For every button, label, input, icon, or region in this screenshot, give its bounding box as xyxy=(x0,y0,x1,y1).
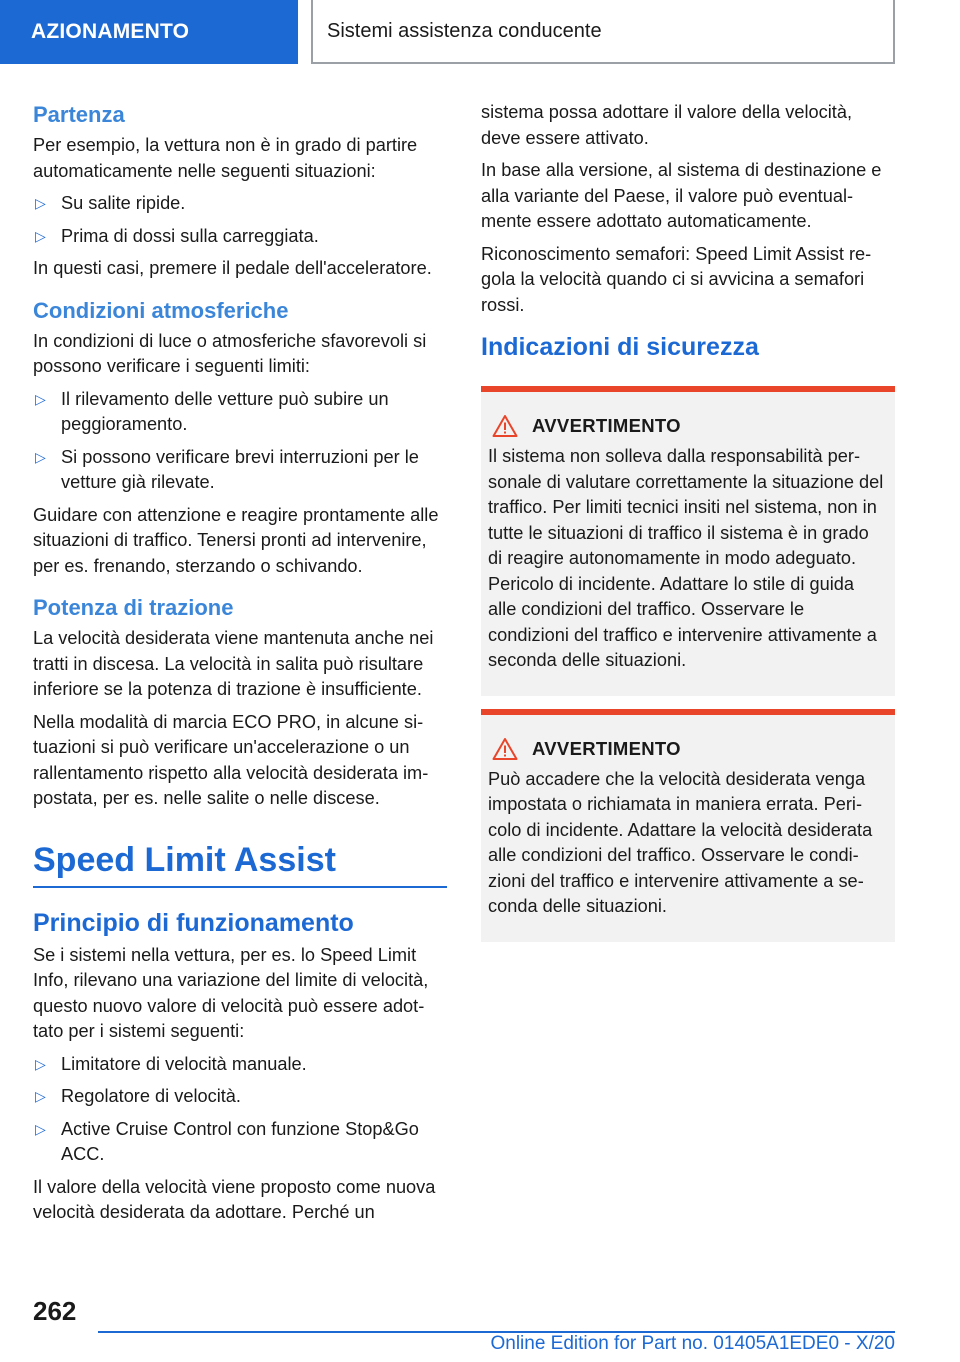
list-item: ▷ Si possono verificare brevi interruzioni per le vetture già rilevate. xyxy=(35,446,419,492)
triangle-right-icon: ▷ xyxy=(35,195,46,211)
list-item: ▷ Prima di dossi sulla carreggiata. xyxy=(33,224,447,250)
heading-speed-limit-assist: Speed Limit Assist xyxy=(33,838,447,888)
triangle-right-icon: ▷ xyxy=(35,1120,46,1137)
triangle-right-icon: ▷ xyxy=(35,390,46,407)
page-number: 262 xyxy=(33,1296,77,1326)
right-column xyxy=(481,100,895,955)
warning-header xyxy=(488,414,887,438)
footer-edition: Online Edition for Part no. 01405A1EDE0 - X/20 xyxy=(490,1333,895,1354)
warning-triangle-icon xyxy=(492,414,518,438)
warning-header xyxy=(488,737,887,761)
paragraph: In questi casi, premere il pedale dell'acceleratore. xyxy=(33,258,432,278)
paragraph: Nella modalità di marcia ECO PRO, in alcune situazioni si può verificare un'accelerazione o un rallentamento rispetto alla velocità desiderata impostata, per es. nelle salite o nelle discese. xyxy=(33,711,429,808)
warning-text: Il sistema non solleva dalla responsabilità personale di valutare correttamente la situazione del traffico. Per limiti tecnici insiti nel sistema, non in tutte le situazioni di traffico il sistema è in grado di reagire autonomamente in modo adeguato. Pericolo di incidente. Adattare lo stile di guida alle condizioni del traffico. Osservare le condizioni del traffico e intervenire attivamente a seconda delle situazioni. xyxy=(488,446,884,670)
list-item: ▷ Limitatore di velocità manuale. xyxy=(33,1052,447,1078)
bullet-list xyxy=(33,1052,447,1168)
paragraph: sistema possa adottare il valore della velocità, deve essere attivato. xyxy=(481,102,853,148)
triangle-right-icon: ▷ xyxy=(35,1088,46,1104)
warning-title: AVVERTIMENTO xyxy=(532,415,681,436)
left-column xyxy=(33,100,447,1233)
chapter-title: AZIONAMENTO xyxy=(31,20,190,43)
paragraph: Il valore della velocità viene proposto come nuova velocità desiderata da adottare. Perché un xyxy=(33,1176,436,1222)
heading-condizioni: Condizioni atmosferiche xyxy=(33,297,289,323)
triangle-right-icon: ▷ xyxy=(35,1055,46,1072)
heading-sicurezza: Indicazioni di sicurezza xyxy=(481,333,759,361)
warning-text: Può accadere che la velocità desiderata venga impostata o richiamata in maniera errata. Pericolo di incidente. Adattare la velocità desiderata alle condizioni del traffico. Osservare le condizioni del traffico e intervenire attivamente a seconda delle situazioni. xyxy=(488,768,873,916)
warning-box xyxy=(481,709,895,942)
list-item: ▷ Active Cruise Control con funzione Stop&Go ACC. xyxy=(35,1118,419,1164)
paragraph: In condizioni di luce o atmosferiche sfavorevoli si possono verificare i seguenti limiti: xyxy=(33,330,427,376)
list-item: ▷ Su salite ripide. xyxy=(33,191,447,217)
warning-title: AVVERTIMENTO xyxy=(532,737,681,759)
triangle-right-icon: ▷ xyxy=(35,227,46,244)
paragraph: In base alla versione, al sistema di destinazione e alla variante del Paese, il valore può eventualmente essere adottato automaticamente. xyxy=(481,160,882,231)
paragraph: Guidare con attenzione e reagire prontamente alle situazioni di traffico. Tenersi pronti ad intervenire, per es. frenando, sterzando o schivando. xyxy=(33,504,439,576)
heading-principio: Principio di funzionamento xyxy=(33,908,354,937)
list-item: ▷ Il rilevamento delle vetture può subire un peggioramento. xyxy=(35,388,389,434)
paragraph: La velocità desiderata viene mantenuta anche nei tratti in discesa. La velocità in salita può risultare inferiore se la potenza di trazione è insufficiente. xyxy=(33,628,434,699)
list-item: ▷ Regolatore di velocità. xyxy=(33,1084,447,1110)
heading-partenza: Partenza xyxy=(33,102,125,127)
section-title: Sistemi assistenza conducente xyxy=(327,19,602,42)
paragraph: Per esempio, la vettura non è in grado di partire automaticamente nelle seguenti situazioni: xyxy=(33,135,418,181)
heading-potenza: Potenza di trazione xyxy=(33,595,234,620)
section-header xyxy=(311,0,895,64)
paragraph: Se i sistemi nella vettura, per es. lo Speed Limit Info, rilevano una variazione del limite di velocità, questo nuovo valore di velocità può essere adottato per i sistemi seguenti: xyxy=(33,944,429,1041)
paragraph: Riconoscimento semafori: Speed Limit Assist regola la velocità quando ci si avvicina a semafori rossi. xyxy=(481,243,872,315)
warning-triangle-icon xyxy=(492,737,518,761)
chapter-tab xyxy=(0,0,298,64)
bullet-list xyxy=(33,387,447,496)
warning-box xyxy=(481,386,895,696)
bullet-list xyxy=(33,191,447,249)
triangle-right-icon: ▷ xyxy=(35,448,46,465)
